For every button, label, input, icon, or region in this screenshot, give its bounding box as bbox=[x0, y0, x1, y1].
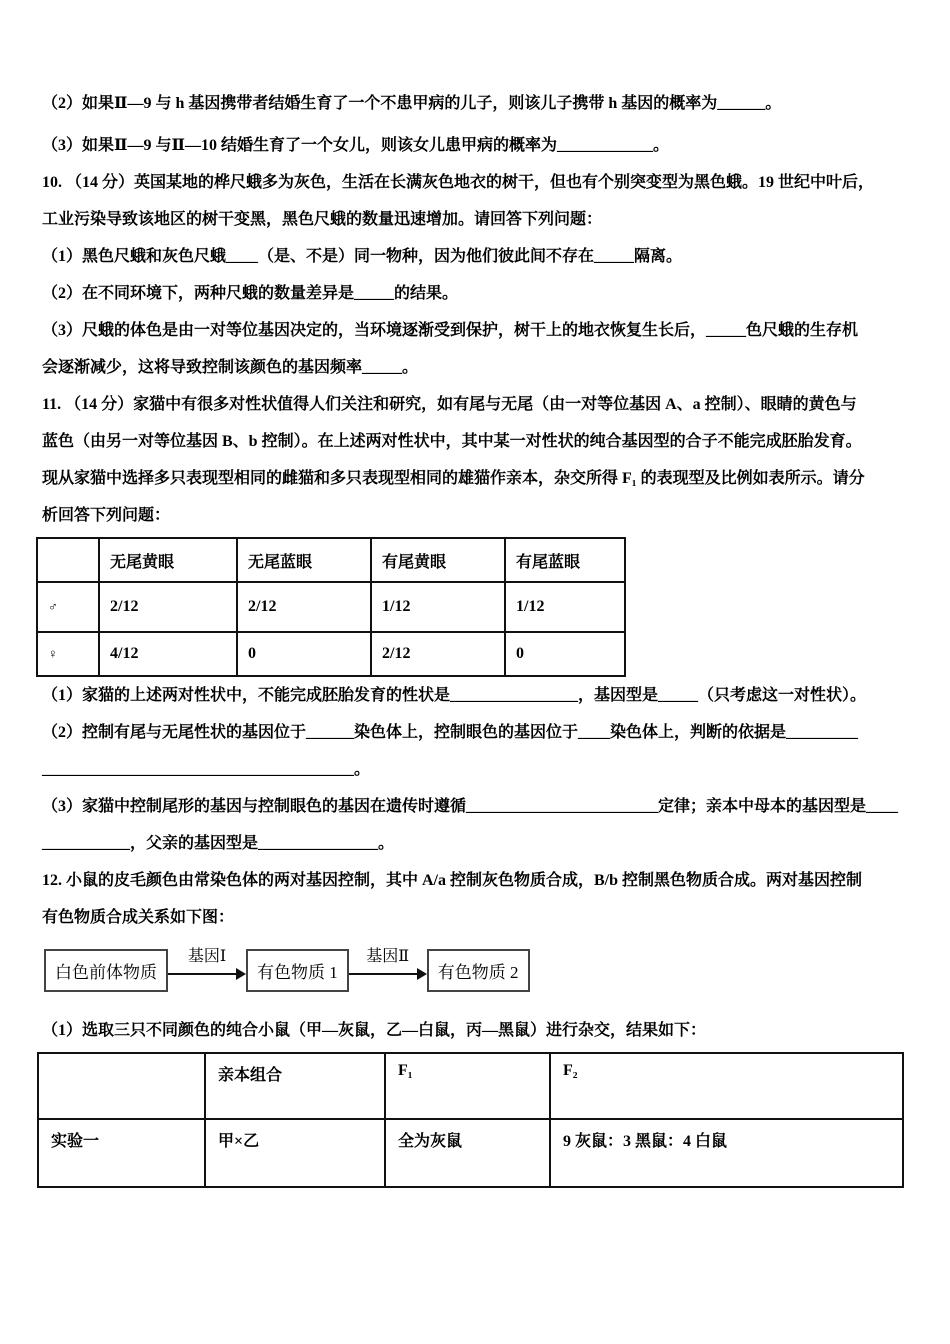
table-cell: 实验一 bbox=[38, 1119, 205, 1187]
table-header-row bbox=[37, 538, 625, 582]
cat-cross-table bbox=[36, 537, 626, 677]
table-cell: 2/12 bbox=[371, 632, 505, 676]
diagram-box-pigment-2: 有色物质 2 bbox=[427, 949, 530, 992]
q11-item-1: （1）家猫的上述两对性状中，不能完成胚胎发育的性状是________________，基因型是_____（只考虑这一对性状）。 bbox=[42, 687, 867, 704]
q10-item-2: （2）在不同环境下，两种尺蛾的数量差异是_____的结果。 bbox=[42, 285, 459, 302]
q11-intro-line-1: 11. （14 分）家猫中有很多对性状值得人们关注和研究，如有尾与无尾（由一对等位基因 A、a 控制）、眼睛的黄色与 bbox=[42, 396, 857, 413]
male-symbol: ♂ bbox=[37, 582, 99, 632]
q10-item-1: （1）黑色尺蛾和灰色尺蛾____（是、不是）同一物种，因为他们彼此间不存在_____隔离。 bbox=[42, 248, 683, 265]
q10-intro-line-2: 工业污染导致该地区的树干变黑，黑色尺蛾的数量迅速增加。请回答下列问题： bbox=[42, 211, 603, 228]
gene2-arrow-group bbox=[349, 947, 427, 980]
table-cell: 0 bbox=[237, 632, 371, 676]
q10-item-3-line-1: （3）尺蛾的体色是由一对等位基因决定的，当环境逐渐受到保护，树干上的地衣恢复生长后，_____色尺蛾的生存机 bbox=[42, 322, 859, 339]
diagram-box-pigment-1: 有色物质 1 bbox=[246, 949, 349, 992]
table-header-cell bbox=[38, 1053, 205, 1119]
female-symbol: ♀ bbox=[37, 632, 99, 676]
table-header-cell: 无尾黄眼 bbox=[99, 538, 237, 582]
q10-intro-line-1: 10. （14 分）英国某地的桦尺蛾多为灰色，生活在长满灰色地衣的树干，但也有个别突变型为黑色蛾。19 世纪中叶后， bbox=[42, 174, 875, 191]
table-header-cell: F₂ bbox=[550, 1053, 903, 1119]
diagram-box-white-precursor: 白色前体物质 bbox=[44, 949, 168, 992]
table-header-cell: 亲本组合 bbox=[205, 1053, 385, 1119]
gene2-label: 基因Ⅱ bbox=[366, 947, 410, 965]
table-cell: 全为灰鼠 bbox=[385, 1119, 550, 1187]
table-cell: 4/12 bbox=[99, 632, 237, 676]
table-header-row bbox=[38, 1053, 903, 1119]
q11-intro-line-2: 蓝色（由另一对等位基因 B、b 控制）。在上述两对性状中，其中某一对性状的纯合基因型的合子不能完成胚胎发育。 bbox=[42, 433, 862, 450]
q11-item-3-line-2: ___________，父亲的基因型是_______________。 bbox=[42, 835, 395, 852]
q11-item-3-line-1: （3）家猫中控制尾形的基因与控制眼色的基因在遗传时遵循________________________定律；亲本中母本的基因型是____ bbox=[42, 798, 899, 815]
table-cell: 2/12 bbox=[99, 582, 237, 632]
q10-item-3-line-2: 会逐渐减少，这将导致控制该颜色的基因频率_____。 bbox=[42, 359, 419, 376]
table-row-female bbox=[37, 632, 625, 676]
table-row-experiment-1 bbox=[38, 1119, 903, 1187]
q12-intro-line-2: 有色物质合成关系如下图： bbox=[42, 909, 235, 926]
q9-item-2: （2）如果Ⅱ—9 与 h 基因携带者结婚生育了一个不患甲病的儿子，则该儿子携带 h 基因的概率为______。 bbox=[42, 95, 782, 112]
gene1-arrow-group bbox=[168, 947, 246, 980]
pigment-pathway-diagram bbox=[44, 940, 908, 1000]
table-cell: 0 bbox=[505, 632, 625, 676]
table-cell: 9 灰鼠：3 黑鼠：4 白鼠 bbox=[550, 1119, 903, 1187]
arrow-right-icon bbox=[349, 967, 427, 980]
q11-item-2-line-1: （2）控制有尾与无尾性状的基因位于______染色体上，控制眼色的基因位于____染色体上，判断的依据是_________ bbox=[42, 724, 859, 741]
arrow-right-icon bbox=[168, 967, 246, 980]
q11-intro-line-3: 现从家猫中选择多只表现型相同的雌猫和多只表现型相同的雄猫作亲本，杂交所得 F₁ 的表现型及比例如表所示。请分 bbox=[42, 470, 865, 487]
table-header-cell: 有尾蓝眼 bbox=[505, 538, 625, 582]
table-row-male bbox=[37, 582, 625, 632]
table-header-cell: F₁ bbox=[385, 1053, 550, 1119]
table-cell: 1/12 bbox=[371, 582, 505, 632]
table-cell: 2/12 bbox=[237, 582, 371, 632]
q11-intro-line-4: 析回答下列问题： bbox=[42, 507, 171, 524]
q12-intro-line-1: 12. 小鼠的皮毛颜色由常染色体的两对基因控制，其中 A/a 控制灰色物质合成，B/b 控制黑色物质合成。两对基因控制 bbox=[42, 872, 863, 889]
table-header-cell bbox=[37, 538, 99, 582]
gene1-label: 基因Ⅰ bbox=[187, 947, 227, 965]
table-header-cell: 有尾黄眼 bbox=[371, 538, 505, 582]
q12-item-1: （1）选取三只不同颜色的纯合小鼠（甲—灰鼠，乙—白鼠，丙—黑鼠）进行杂交，结果如下： bbox=[42, 1022, 707, 1039]
q11-item-2-line-2: _______________________________________。 bbox=[42, 761, 371, 778]
q9-item-3: （3）如果Ⅱ—9 与Ⅱ—10 结婚生育了一个女儿，则该女儿患甲病的概率为____________。 bbox=[42, 137, 669, 154]
table-cell: 1/12 bbox=[505, 582, 625, 632]
table-header-cell: 无尾蓝眼 bbox=[237, 538, 371, 582]
mouse-cross-table bbox=[37, 1052, 904, 1188]
table-cell: 甲×乙 bbox=[205, 1119, 385, 1187]
